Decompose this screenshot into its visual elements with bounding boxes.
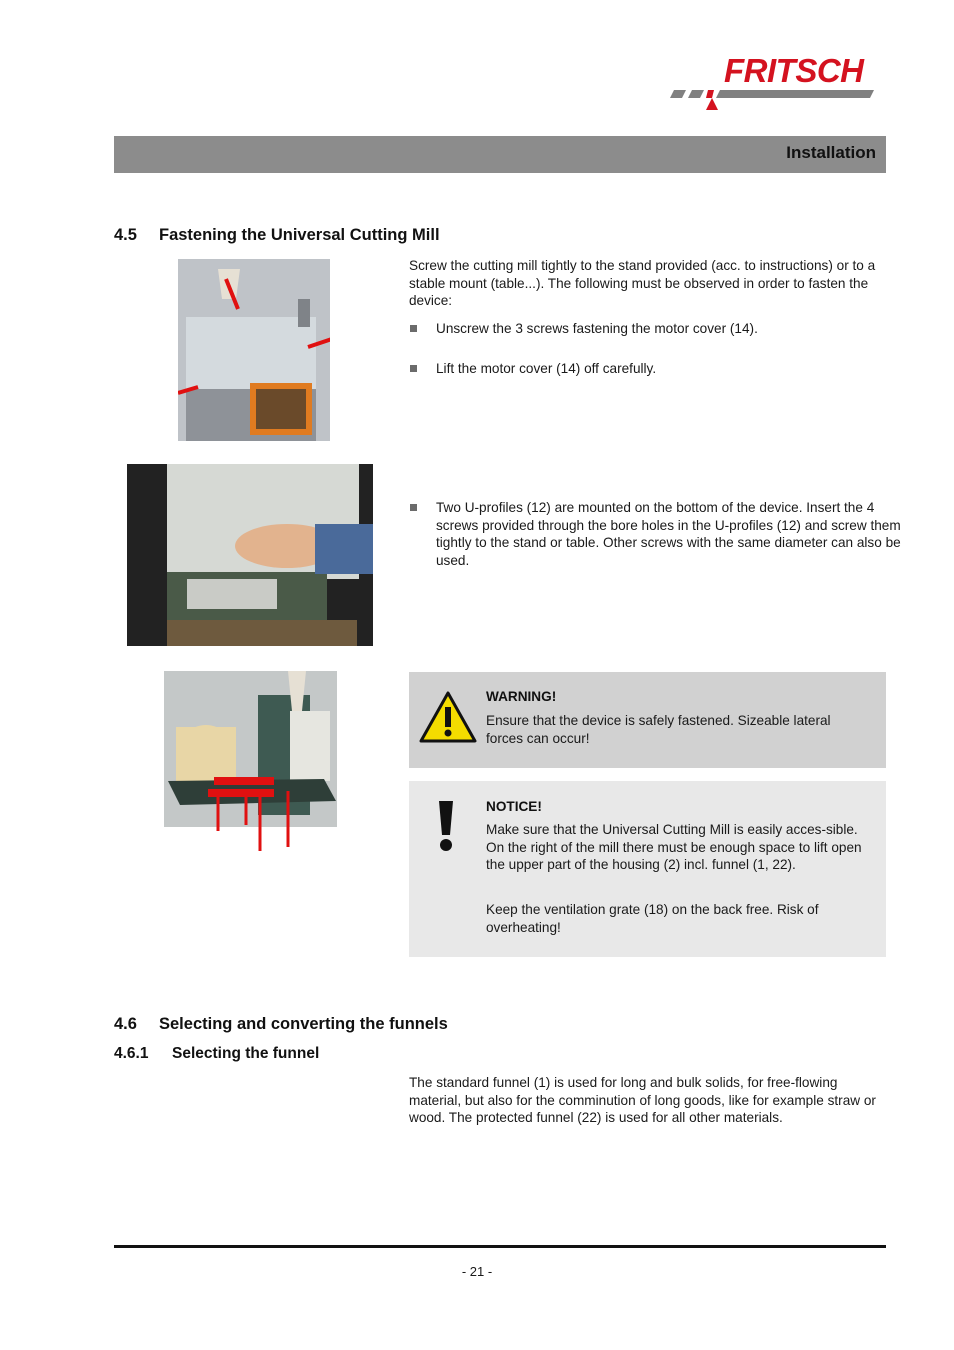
notice-box	[409, 781, 886, 957]
warning-triangle-icon	[419, 691, 477, 743]
exclamation-icon	[435, 801, 457, 853]
lifting-cover-photo	[127, 464, 373, 646]
fritsch-logo	[668, 52, 888, 112]
u-profile-illustration	[164, 671, 337, 855]
heading-number: 4.6.1	[114, 1045, 149, 1062]
heading-text: Selecting and converting the funnels	[159, 1015, 448, 1033]
bullet-square-icon	[410, 325, 417, 332]
notice-heading: NOTICE!	[486, 799, 542, 814]
list-item	[409, 360, 906, 378]
notice-text-2: Keep the ventilation grate (18) on the back free. Risk of overheating!	[486, 902, 819, 935]
list-item-text: Lift the motor cover (14) off carefully.	[436, 360, 657, 376]
heading-4-6-1	[114, 1045, 319, 1063]
list-item	[409, 320, 906, 338]
heading-text: Fastening the Universal Cutting Mill	[159, 226, 440, 244]
header-title: Installation	[786, 143, 876, 162]
bullet-square-icon	[410, 365, 417, 372]
lifting-cover-illustration	[127, 464, 373, 646]
bullet-square-icon	[410, 504, 417, 511]
motor-cover-photo	[178, 259, 330, 441]
list-item-text: Unscrew the 3 screws fastening the motor cover (14).	[436, 321, 758, 336]
section-4-6-1-text: The standard funnel (1) is used for long and bulk solids, for free-flowing material, but also for the comminution of long goods, like for example straw or wood. The protected funnel (22) is used for all other materials.	[409, 1075, 876, 1126]
section-header-bar	[114, 136, 886, 173]
warning-text: Ensure that the device is safely fastened. Sizeable lateral forces can occur!	[486, 713, 831, 746]
heading-text: Selecting the funnel	[172, 1045, 320, 1062]
heading-4-5	[114, 226, 440, 245]
heading-4-6	[114, 1015, 448, 1034]
notice-text-1: Make sure that the Universal Cutting Mill is easily acces-sible. On the right of the mill there must be enough space to lift open the upper part of the housing (2) incl. funnel (1, 22).	[486, 822, 862, 873]
footer-rule	[114, 1245, 886, 1248]
warning-heading: WARNING!	[486, 689, 557, 704]
list-item-text: Two U-profiles (12) are mounted on the bottom of the device. Insert the 4 screws provided through the bore holes in the U-profiles (12) and screw them tightly to the stand or table. Other screws with the same diameter can also be used.	[436, 500, 901, 568]
motor-cover-illustration	[178, 259, 330, 441]
list-item	[409, 499, 913, 569]
u-profile-photo	[164, 671, 337, 855]
section-4-5-intro: Screw the cutting mill tightly to the stand provided (acc. to instructions) or to a stable mount (table...). The following must be observed in order to fasten the device:	[409, 258, 876, 309]
logo-wordmark: FRITSCH	[724, 52, 864, 89]
heading-number: 4.5	[114, 226, 137, 244]
page-number: - 21 -	[461, 1264, 493, 1279]
heading-number: 4.6	[114, 1015, 137, 1033]
warning-box	[409, 672, 886, 768]
